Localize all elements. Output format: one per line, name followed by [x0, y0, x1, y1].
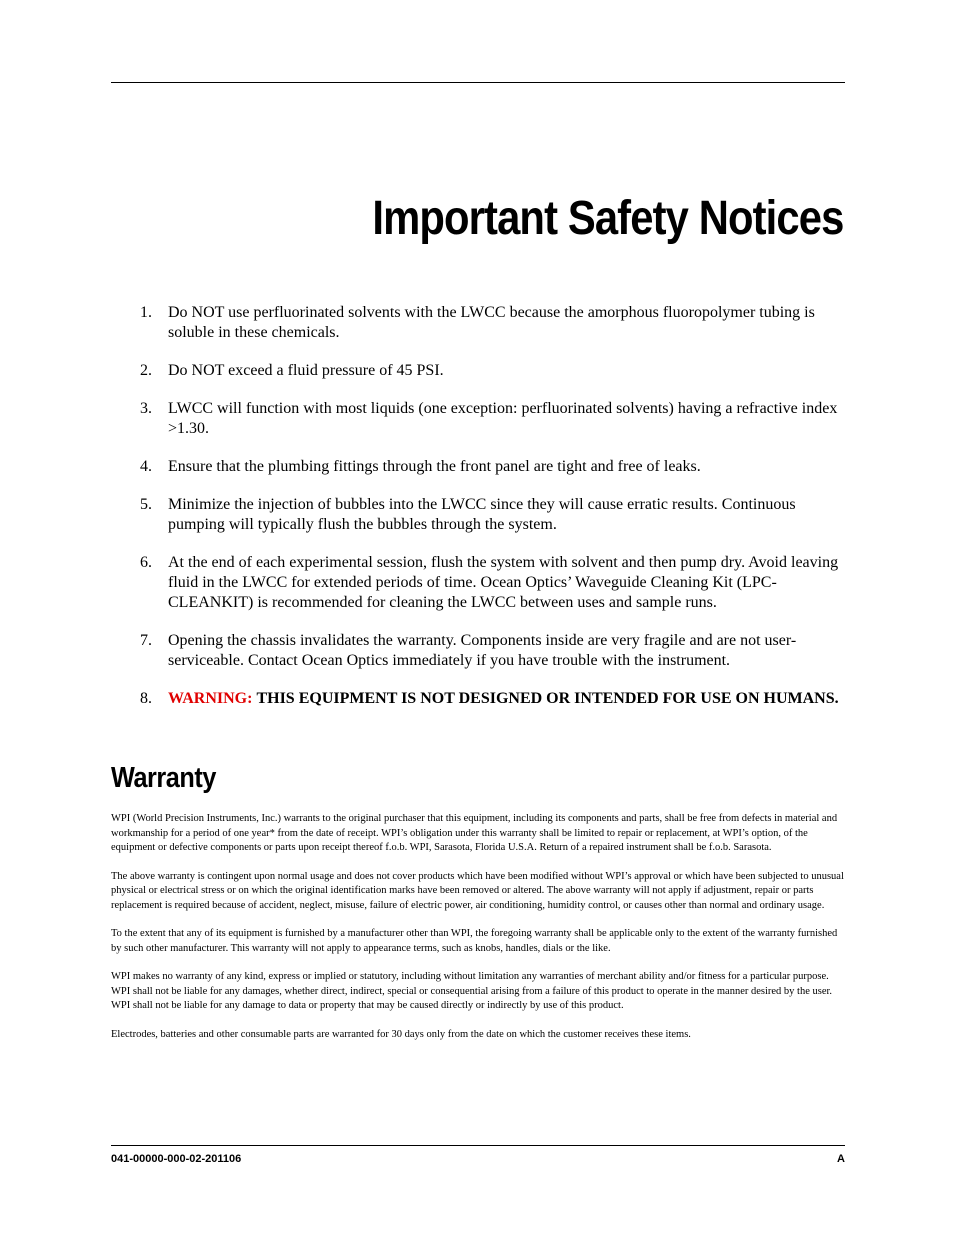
notice-number: 3.: [140, 400, 152, 417]
notice-number: 7.: [140, 632, 152, 649]
page-label: A: [837, 1153, 845, 1165]
notice-text: At the end of each experimental session, flush the system with solvent and then pump dry. Avoid leaving fluid in the LWCC for extended periods of time. Ocean Optics’ Waveguide Cleaning Kit (LPC-CLEANKIT) is recommended for cleaning the LWCC between uses and sample runs.: [168, 554, 839, 611]
warranty-paragraph: WPI makes no warranty of any kind, express or implied or statutory, including without limitation any warranties of merchant ability and/or fitness for a particular purpose. WPI shall not be liable for any damages, whether direct, indirect, special or consequential arising from a failure of this product to operate in the manner desired by the user. WPI shall not be liable for any damage to data or property that may be caused directly or indirectly by use of this product.: [111, 971, 833, 1011]
document-number: 041-00000-000-02-201106: [111, 1153, 242, 1165]
warning-notice: [140, 689, 850, 709]
notice-text: Minimize the injection of bubbles into the LWCC since they will cause erratic results. Continuous pumping will typically flush the bubbles through the system.: [168, 496, 796, 533]
warranty-body: [111, 812, 845, 1056]
page-title: Important Safety Notices: [371, 192, 843, 245]
notice-text: Do NOT exceed a fluid pressure of 45 PSI.: [168, 362, 444, 379]
safety-notice-list: [140, 303, 850, 727]
notice-item: [140, 495, 850, 535]
notice-item: [140, 399, 850, 439]
warranty-heading: Warranty: [111, 762, 216, 794]
notice-item: [140, 303, 850, 343]
header-rule: [111, 82, 845, 83]
notice-text: LWCC will function with most liquids (one exception: perfluorinated solvents) having a refractive index >1.30.: [168, 400, 838, 437]
warning-text: THIS EQUIPMENT IS NOT DESIGNED OR INTENDED FOR USE ON HUMANS.: [256, 690, 839, 707]
page-footer: [111, 1151, 845, 1167]
notice-number: 8.: [140, 690, 152, 707]
notice-text: Ensure that the plumbing fittings through the front panel are tight and free of leaks.: [168, 458, 701, 475]
warranty-paragraph: To the extent that any of its equipment is furnished by a manufacturer other than WPI, the foregoing warranty shall be applicable only to the extent of the warranty furnished by such other manufacturer. This warranty will not apply to appearance terms, such as knobs, handles, dials or the like.: [111, 928, 838, 954]
footer-rule: [111, 1145, 845, 1146]
warning-label: WARNING:: [168, 690, 253, 707]
notice-item: [140, 553, 850, 613]
notice-number: 2.: [140, 362, 152, 379]
warranty-paragraph: Electrodes, batteries and other consumable parts are warranted for 30 days only from the date on which the customer receives these items.: [111, 1028, 691, 1040]
notice-number: 1.: [140, 304, 152, 321]
warranty-paragraph: The above warranty is contingent upon normal usage and does not cover products which have been modified without WPI’s approval or which have been subjected to unusual physical or electrical stress or on which the original identification marks have been removed or altered. The above warranty will not apply if adjustment, repair or parts replacement is required because of accident, neglect, misuse, failure of electric power, air conditioning, humidity control, or causes other than normal and ordinary usage.: [111, 870, 844, 911]
notice-text: Do NOT use perfluorinated solvents with the LWCC because the amorphous fluoropolymer tubing is soluble in these chemicals.: [168, 304, 815, 341]
warning-content: [168, 689, 850, 709]
notice-item: [140, 361, 850, 381]
notice-item: [140, 631, 850, 671]
notice-number: 4.: [140, 458, 152, 475]
notice-number: 6.: [140, 554, 152, 571]
warranty-paragraph: WPI (World Precision Instruments, Inc.) warrants to the original purchaser that this equipment, including its components and parts, shall be free from defects in material and workmanship for a period of one year* from the date of receipt. WPI’s obligation under this warranty shall be limited to repair or replacement, at WPI’s option, of the equipment or defective components or parts upon receipt thereof f.o.b. WPI, Sarasota, Florida U.S.A. Return of a repaired instrument shall be f.o.b. Sarasota.: [111, 813, 838, 853]
notice-number: 5.: [140, 496, 152, 513]
notice-item: [140, 457, 850, 477]
notice-text: Opening the chassis invalidates the warranty. Components inside are very fragile and are not user-serviceable. Contact Ocean Optics immediately if you have trouble with the instrument.: [168, 632, 797, 669]
